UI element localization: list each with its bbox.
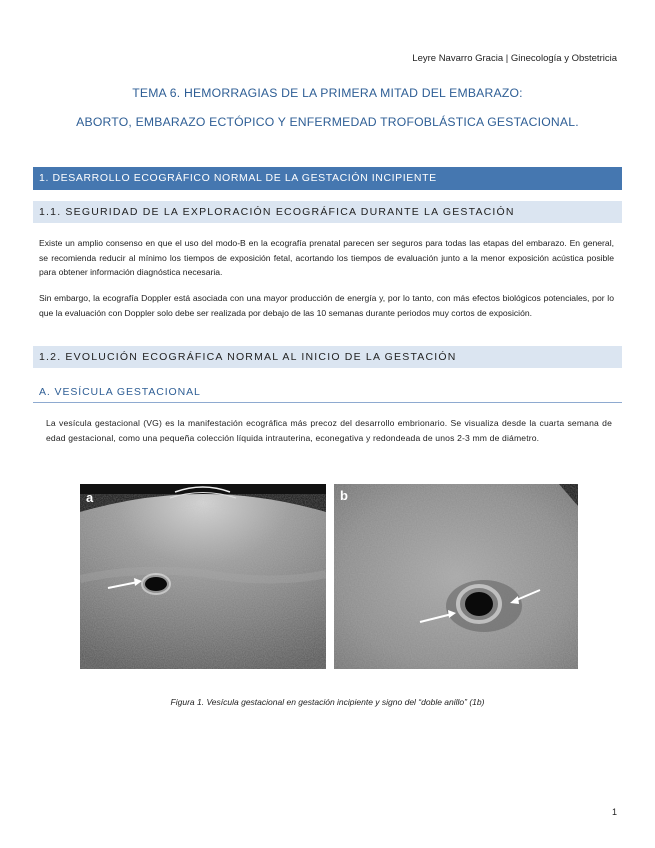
section-heading-1: 1. DESARROLLO ECOGRÁFICO NORMAL DE LA GESTACIÓN INCIPIENTE	[33, 167, 622, 190]
image-label-a: a	[86, 490, 94, 505]
page-number: 1	[611, 807, 617, 817]
subsection-divider	[33, 402, 622, 403]
figure-caption: Figura 1. Vesícula gestacional en gestación incipiente y signo del “doble anillo” (1b)	[170, 697, 485, 707]
subsection-heading-a: A. VESÍCULA GESTACIONAL	[39, 386, 201, 398]
paragraph-doppler: Sin embargo, la ecografía Doppler está asociada con una mayor producción de energía y, por lo tanto, con más efectos biológicos potenciales, por lo que la evaluación con Doppler solo debe ser realizada por debajo de las 10 semanas durante periodos muy cortos de exposición.	[39, 293, 614, 318]
header-author: Leyre Navarro Gracia | Ginecología y Obstetricia	[412, 53, 617, 64]
paragraph-safety: Existe un amplio consenso en que el uso del modo-B en la ecografía prenatal parecen ser seguros para todas las etapas del embarazo. En general, se recomienda reducir al mínimo los tiempos de exposición fetal, acortando los tiempos de evaluación junto a la menor exposición acústica posible para obtener información diagnóstica necesaria.	[39, 238, 614, 278]
page-title-line-1: TEMA 6. HEMORRAGIAS DE LA PRIMERA MITAD DEL EMBARAZO:	[132, 86, 523, 100]
section-heading-1-1: 1.1. SEGURIDAD DE LA EXPLORACIÓN ECOGRÁFICA DURANTE LA GESTACIÓN	[33, 201, 622, 223]
paragraph-gestational-sac: La vesícula gestacional (VG) es la manifestación ecográfica más precoz del desarrollo embrionario. Se visualiza desde la cuarta semana de edad gestacional, como una pequeña colección líquida intrauterina, econegativa y redondeada de unos 2-3 mm de diámetro.	[46, 418, 612, 443]
ultrasound-image-a	[80, 484, 326, 669]
page-title-line-2: ABORTO, EMBARAZO ECTÓPICO Y ENFERMEDAD TROFOBLÁSTICA GESTACIONAL.	[76, 115, 579, 129]
ultrasound-image-b	[334, 484, 578, 669]
section-heading-1-2: 1.2. EVOLUCIÓN ECOGRÁFICA NORMAL AL INICIO DE LA GESTACIÓN	[33, 346, 622, 368]
image-label-b: b	[340, 488, 348, 503]
